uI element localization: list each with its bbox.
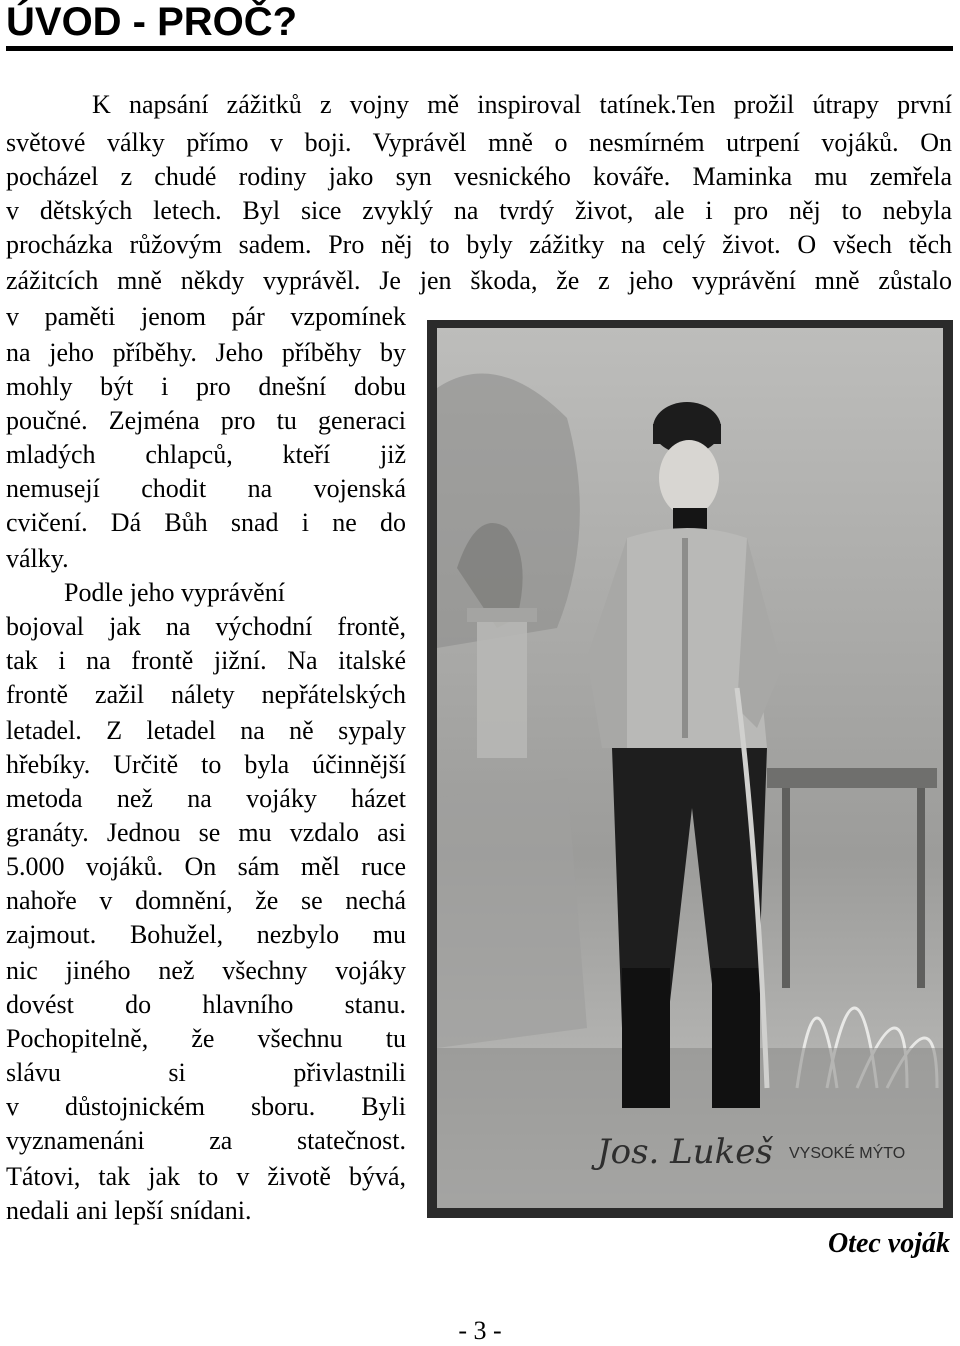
face [659,440,719,516]
text-line: v paměti jenom pár vzpomínek [6,302,406,331]
text-line: zážitcích mně někdy vyprávěl. Je jen škoda, že z jeho vyprávění mně zůstalo [6,266,952,295]
text-line: mladých chlapců, kteří již [6,440,406,469]
soldier-photo [427,320,953,1218]
text-line: pocházel z chudé rodiny jako syn vesnického kováře. Maminka mu zemřela [6,162,952,191]
text-line: nahoře v domnění, že se nechá [6,886,406,915]
text-line: v dětských letech. Byl sice zvyklý na tvrdý život, ale i pro něj to nebyla [6,196,952,225]
photo-caption: Otec voják [827,1228,950,1259]
page-title: ÚVOD - PROČ? [6,0,298,44]
text-line: granáty. Jednou se mu vzdalo asi [6,818,406,847]
text-line: světové války přímo v boji. Vyprávěl mně o nesmírném utrpení vojáků. On [6,128,952,157]
text-line: dovést do hlavního stanu. [6,990,406,1019]
text-line: K napsání zážitků z vojny mě inspiroval tatínek.Ten prožil útrapy první [92,90,952,119]
text-line: nemusejí chodit na vojenská [6,474,406,503]
studio-location: VYSOKÉ MÝTO [789,1145,906,1162]
text-line: Tátovi, tak jak to v životě bývá, [6,1162,406,1191]
text-line: nic jiného než všechny vojáky [6,956,406,985]
text-line: zajmout. Bohužel, nezbylo mu [6,920,406,949]
text-line: na jeho příběhy. Jeho příběhy by [6,338,406,367]
text-line: slávu si přivlastnili [6,1058,406,1087]
text-line: tak i na frontě jižní. Na italské [6,646,406,675]
text-line: frontě zažil nálety nepřátelských [6,680,406,709]
text-line: vyznamenáni za statečnost. [6,1126,406,1155]
photo-card [437,328,943,1208]
page-number: - 3 - [458,1316,502,1345]
text-line: metoda než na vojáky házet [6,784,406,813]
text-line: mohly být i pro dnešní dobu [6,372,406,401]
title-underline [6,46,953,51]
text-line: bojoval jak na východní frontě, [6,612,406,641]
text-line: války. [6,544,69,573]
text-line: letadel. Z letadel na ně sypaly [6,716,406,745]
text-line: 5.000 vojáků. On sám měl ruce [6,852,406,881]
text-line: Pochopitelně, že všechnu tu [6,1024,406,1053]
soldier-portrait-illustration [437,328,943,1208]
studio-signature: Jos. Lukeš [597,1132,773,1172]
text-line: nedali ani lepší snídani. [6,1196,252,1225]
text-line: Podle jeho vyprávění [64,578,285,607]
text-line: hřebíky. Určitě to byla účinnější [6,750,406,779]
text-line: v důstojnickém sboru. Byli [6,1092,406,1121]
text-line: procházka růžovým sadem. Pro něj to byly zážitky na celý život. O všech těch [6,230,952,259]
text-line: poučné. Zejména pro tu generaci [6,406,406,435]
text-line: cvičení. Dá Bůh snad i ne do [6,508,406,537]
